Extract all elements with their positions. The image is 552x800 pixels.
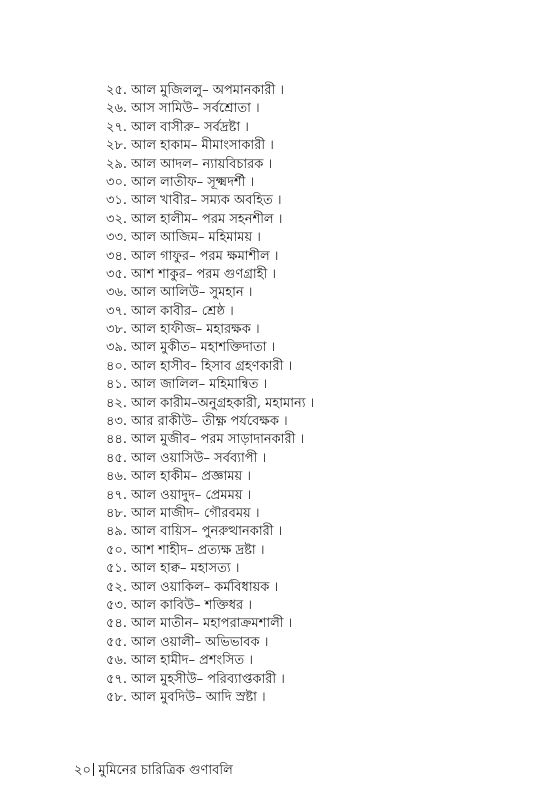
list-item: ৪৫. আল ওয়াসিউ– সর্বব্যাপী । <box>106 450 267 466</box>
list-item: ৫০. আশ শাহীদ– প্রত্যক্ষ দ্রষ্টা । <box>106 542 265 558</box>
list-item: ৩১. আল খাবীর– সম্যক অবহিত । <box>106 193 282 209</box>
list-item: ৫৩. আল কাবিউ– শক্তিধর । <box>106 597 252 613</box>
list-item: ৩৩. আল আজিম– মহিমাময় । <box>106 230 261 246</box>
list-item: ৩৪. আল গাফুর– পরম ক্ষমাশীল । <box>106 248 279 264</box>
list-item: ৪৬. আল হাকীম– প্রজ্ঞাময় । <box>106 469 251 485</box>
footer-separator <box>93 763 95 776</box>
list-item: ৩২. আল হালীম– পরম সহনশীল । <box>106 211 283 227</box>
list-item: ৩৯. আল মুকীত– মহাশক্তিদাতা । <box>106 340 276 356</box>
list-item: ৫৪. আল মাতীন– মহাপরাক্রমশালী । <box>106 616 293 632</box>
list-item: ৪০. আল হাসীব– হিসাব গ্রহণকারী । <box>106 358 293 374</box>
list-item: ২৭. আল বাসীরু– সর্বদ্রষ্টা । <box>106 119 249 135</box>
list-item: ৪৩. আর রাকীউ– তীক্ষ্ণ পর্যবেক্ষক । <box>106 414 288 430</box>
list-item: ৪৭. আল ওয়াদুদ– প্রেমময় । <box>106 487 252 503</box>
list-item: ২৬. আস সামিউ– সর্বশ্রোতা । <box>106 101 260 117</box>
list-item: ৪৯. আল বায়িস– পুনরুত্থানকারী । <box>106 524 283 540</box>
list-item: ৪১. আল জালিল– মহিমান্বিত । <box>106 377 268 393</box>
list-item: ৪২. আল কারীম–অনুগ্রহকারী, মহামান্য । <box>106 395 315 411</box>
list-item: ২৫. আল মুজিললু– অপমানকারী । <box>106 83 285 98</box>
list-item: ৩৬. আল আলিউ– সুমহান । <box>106 285 253 301</box>
page-footer <box>74 762 233 780</box>
list-item: ৩৫. আশ শাকুর– পরম গুণগ্রাহী । <box>106 266 277 282</box>
list-item: ৫২. আল ওয়াকিল– কর্মবিধায়ক । <box>106 579 279 595</box>
list-item: ৫৬. আল হামীদ– প্রশংসিত । <box>106 653 253 669</box>
list-item: ২৯. আল আদল– ন্যায়বিচারক । <box>106 156 273 172</box>
list-item: ৩৭. আল কাবীর– শ্রেষ্ঠ । <box>106 303 234 319</box>
list-item: ৩০. আল লাতীফ– সূক্ষ্মদর্শী । <box>106 174 255 190</box>
divine-names-list <box>106 82 314 707</box>
list-item: ৫৫. আল ওয়ালী– অভিভাবক । <box>106 634 269 650</box>
book-title: মুমিনের চারিত্রিক গুণাবলি <box>98 763 233 778</box>
list-item: ৫৭. আল মুহসীউ– পরিব্যাপ্তকারী । <box>106 671 285 687</box>
list-item: ২৮. আল হাকাম– মীমাংসাকারী । <box>106 138 274 154</box>
page-number: ২০ <box>74 763 91 778</box>
list-item: ৫১. আল হাক্ব– মহাসত্য । <box>106 561 240 577</box>
list-item: ৩৮. আল হাফীজ– মহারক্ষক । <box>106 322 260 338</box>
list-item: ৫৮. আল মুবদিউ– আদি স্রষ্টা । <box>106 689 266 705</box>
list-item: ৪৮. আল মাজীদ– গৌরবময় । <box>106 505 260 521</box>
list-item: ৪৪. আল মুজীব– পরম সাড়াদানকারী । <box>106 432 305 448</box>
